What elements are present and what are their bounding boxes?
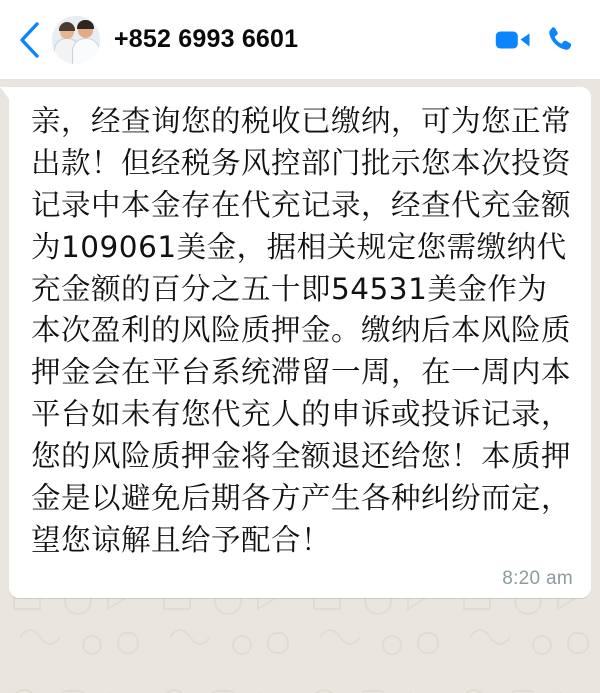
video-camera-icon bbox=[494, 26, 532, 54]
avatar[interactable] bbox=[52, 16, 100, 64]
contact-name[interactable]: +852 6993 6601 bbox=[114, 25, 299, 53]
message-bubble-incoming[interactable] bbox=[9, 87, 591, 598]
message-text: 亲，经查询您的税收已缴纳，可为您正常出款！但经税务风控部门批示您本次投资记录中本金存在代充记录，经查代充金额为109061美金，据相关规定您需缴纳代充金额的百分之五十即54531美金作为本次盈利的风险质押金。缴纳后本风险质押金会在平台系统滞留一周，在一周内本平台如未有您代充人的申诉或投诉记录，您的风险质押金将全额退还给您！本质押金是以避免后期各方产生各种纠纷而定，望您谅解且给予配合！ bbox=[31, 104, 572, 557]
voice-call-button[interactable] bbox=[536, 17, 582, 63]
avatar-person-right bbox=[72, 38, 100, 64]
message-row bbox=[0, 79, 600, 598]
message-meta bbox=[31, 568, 575, 590]
chat-header bbox=[0, 0, 600, 79]
chevron-left-icon bbox=[17, 20, 43, 60]
back-button[interactable] bbox=[10, 17, 50, 63]
message-timestamp: 8:20 am bbox=[502, 567, 573, 589]
phone-icon bbox=[543, 24, 575, 56]
message-list[interactable] bbox=[0, 79, 600, 693]
video-call-button[interactable] bbox=[490, 17, 536, 63]
